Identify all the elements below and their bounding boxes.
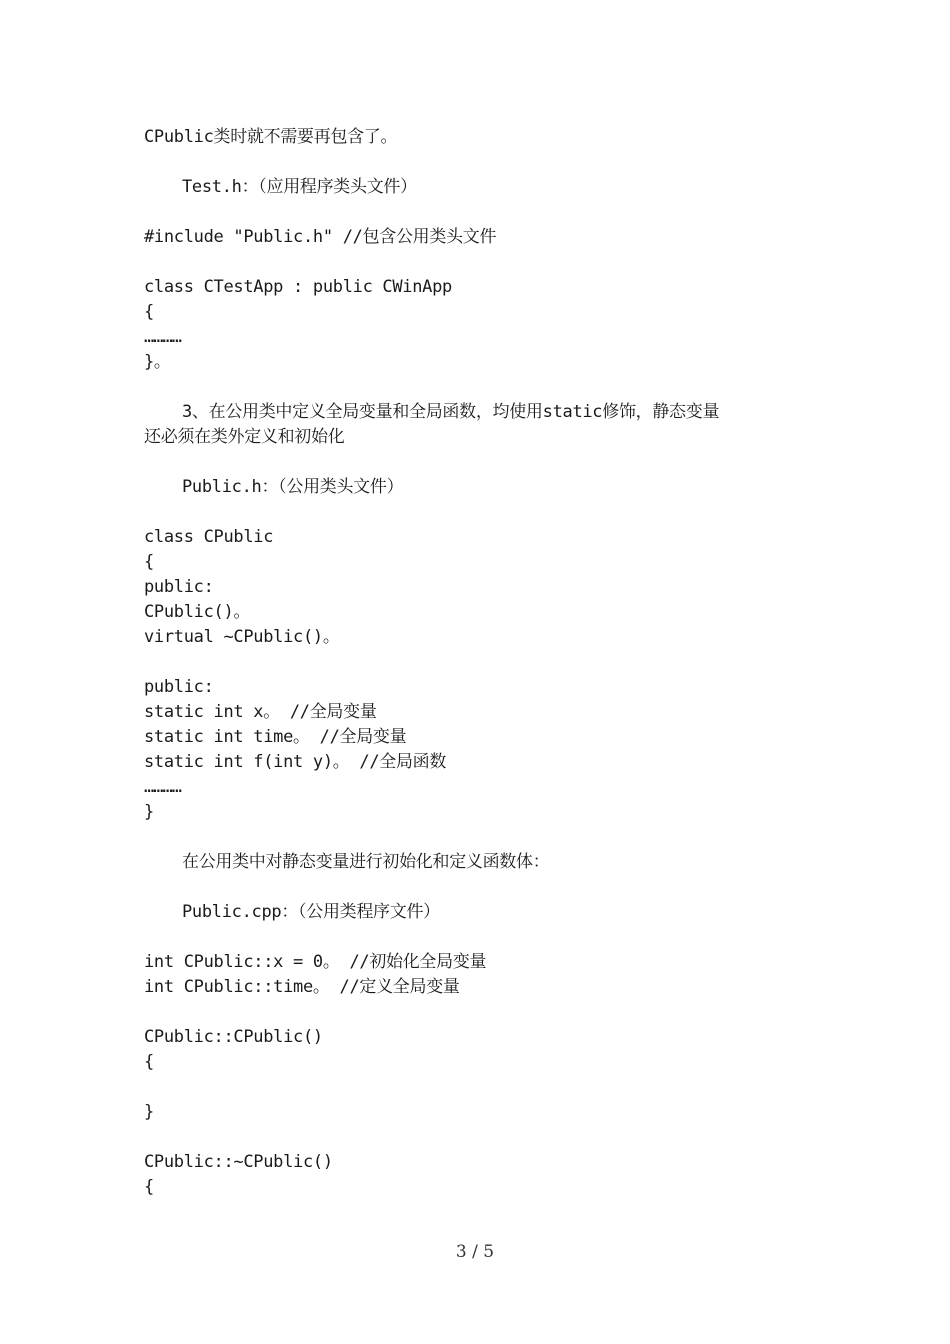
- section-heading: Test.h：（应用程序类头文件）: [182, 177, 417, 197]
- blank-line: [144, 200, 824, 225]
- blank-line: [144, 875, 824, 900]
- section-heading: Public.cpp：（公用类程序文件）: [182, 902, 440, 922]
- code-line: class CPublic: [144, 527, 274, 547]
- blank-line: [144, 925, 824, 950]
- code-line: int CPublic::x = 0。 //初始化全局变量: [144, 952, 487, 972]
- code-line: CPublic::CPublic(): [144, 1027, 323, 1047]
- paragraph-line: 在公用类中对静态变量进行初始化和定义函数体：: [182, 852, 550, 872]
- text-line: CPublic类时就不需要再包含了。: [144, 127, 398, 147]
- code-line: }: [144, 1102, 154, 1122]
- code-line: #include "Public.h" //包含公用类头文件: [144, 227, 497, 247]
- blank-line: [144, 500, 824, 525]
- code-line: class CTestApp : public CWinApp: [144, 277, 452, 297]
- code-line: {: [144, 1052, 154, 1072]
- section-heading: Public.h：（公用类头文件）: [182, 477, 404, 497]
- code-line: static int time。 //全局变量: [144, 727, 407, 747]
- code-line: }。: [144, 352, 171, 372]
- blank-line: [144, 825, 824, 850]
- page-number: 3 / 5: [455, 1242, 495, 1262]
- code-line: CPublic()。: [144, 602, 251, 622]
- ellipsis-line: …………: [144, 327, 181, 347]
- blank-line: [144, 250, 824, 275]
- code-line: static int x。 //全局变量: [144, 702, 377, 722]
- blank-line: [144, 1000, 824, 1025]
- blank-line: [144, 375, 824, 400]
- code-line: public:: [144, 677, 214, 697]
- code-line: {: [144, 1177, 154, 1197]
- ellipsis-line: …………: [144, 777, 181, 797]
- blank-line: [144, 450, 824, 475]
- code-line: {: [144, 552, 154, 572]
- code-line: }: [144, 802, 154, 822]
- code-line: {: [144, 302, 154, 322]
- code-line: int CPublic::time。 //定义全局变量: [144, 977, 460, 997]
- code-line: virtual ~CPublic()。: [144, 627, 340, 647]
- blank-line: [144, 650, 824, 675]
- paragraph-line: 还必须在类外定义和初始化: [144, 427, 345, 447]
- blank-line: [144, 1075, 824, 1100]
- paragraph-line: 3、在公用类中定义全局变量和全局函数，均使用static修饰，静态变量: [182, 402, 720, 422]
- document-body: [144, 125, 824, 1200]
- code-line: public:: [144, 577, 214, 597]
- blank-line: [144, 1125, 824, 1150]
- code-line: static int f(int y)。 //全局函数: [144, 752, 447, 772]
- blank-line: [144, 150, 824, 175]
- code-line: CPublic::~CPublic(): [144, 1152, 333, 1172]
